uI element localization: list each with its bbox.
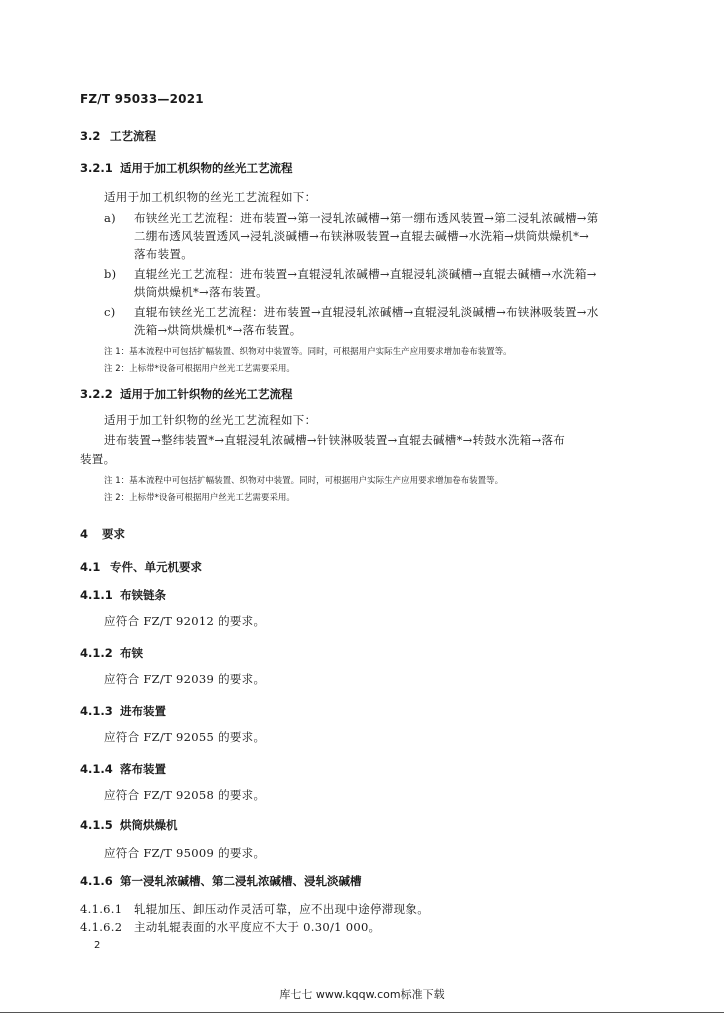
- note-2: 注 2：上标带*设备可根据用户丝光工艺需要采用。: [104, 364, 295, 374]
- section-3-2-1-heading: [80, 160, 293, 176]
- clause-text: 主动轧辊表面的水平度应不大于 0.30/1 000。: [134, 920, 381, 934]
- requirement-text: 应符合 FZ/T 95009 的要求。: [104, 846, 266, 860]
- section-4-1-2-heading: [80, 645, 143, 661]
- section-number: 4.1.3: [80, 704, 113, 718]
- list-marker: c): [104, 305, 116, 319]
- section-4-1-5-heading: [80, 817, 178, 833]
- section-3-2-2-heading: [80, 386, 293, 402]
- note-2: 注 2：上标带*设备可根据用户丝光工艺需要采用。: [104, 493, 295, 503]
- section-number: 4: [80, 527, 89, 541]
- footer-divider: [0, 1012, 724, 1013]
- section-title: 工艺流程: [110, 129, 156, 143]
- section-title: 适用于加工针织物的丝光工艺流程: [120, 387, 293, 401]
- list-item-b: [104, 266, 597, 282]
- section-title: 要求: [102, 527, 125, 541]
- list-marker: a): [104, 211, 116, 225]
- standard-number: FZ/T 95033—2021: [80, 92, 204, 106]
- note-1: 注 1：基本流程中可包括扩幅装置、织物对中装置等。同时，可根据用户实际生产应用要求增加卷布装置等。: [104, 347, 512, 357]
- section-title: 第一浸轧浓碱槽、第二浸轧浓碱槽、浸轧淡碱槽: [120, 874, 362, 888]
- list-item-a-cont: 二绷布透风装置透风→浸轧淡碱槽→布铗淋吸装置→直辊去碱槽→水洗箱→烘筒烘燥机*→: [134, 229, 590, 243]
- paragraph-intro: 适用于加工机织物的丝光工艺流程如下：: [104, 190, 317, 204]
- requirement-text: 应符合 FZ/T 92055 的要求。: [104, 730, 266, 744]
- list-item-c: [104, 304, 599, 320]
- list-marker: b): [104, 267, 117, 281]
- process-flow: 进布装置→整纬装置*→直辊浸轧浓碱槽→针铗淋吸装置→直辊去碱槽*→转鼓水洗箱→落布: [104, 433, 566, 447]
- section-4-1-4-heading: [80, 761, 166, 777]
- section-title: 适用于加工机织物的丝光工艺流程: [120, 161, 293, 175]
- section-title: 专件、单元机要求: [110, 560, 202, 574]
- clause-number: 4.1.6.2: [80, 920, 123, 934]
- page-number: 2: [94, 940, 101, 951]
- section-title: 布铗链条: [120, 588, 166, 602]
- list-item-b-cont: 烘筒烘燥机*→落布装置。: [134, 285, 268, 299]
- section-number: 4.1.1: [80, 588, 113, 602]
- section-4-1-3-heading: [80, 703, 166, 719]
- requirement-text: 应符合 FZ/T 92012 的要求。: [104, 614, 266, 628]
- clause-text: 轧辊加压、卸压动作灵活可靠，应不出现中途停滞现象。: [134, 902, 429, 916]
- section-number: 4.1.2: [80, 646, 113, 660]
- list-text: 直辊布铗丝光工艺流程：进布装置→直辊浸轧浓碱槽→直辊浸轧淡碱槽→布铗淋吸装置→水: [134, 305, 599, 319]
- section-number: 3.2.1: [80, 161, 113, 175]
- section-number: 4.1.4: [80, 762, 113, 776]
- note-1: 注 1：基本流程中可包括扩幅装置、织物对中装置。同时，可根据用户实际生产应用要求增加卷布装置等。: [104, 476, 504, 486]
- clause-number: 4.1.6.1: [80, 902, 123, 916]
- footer-watermark: 库七七 www.kqqw.com标准下载: [279, 988, 445, 1001]
- section-3-2-heading: [80, 128, 156, 144]
- section-title: 布铗: [120, 646, 143, 660]
- section-4-1-6-heading: [80, 873, 362, 889]
- section-number: 4.1.5: [80, 818, 113, 832]
- list-item-a: [104, 210, 599, 226]
- section-number: 4.1.6: [80, 874, 113, 888]
- section-4-1-heading: [80, 559, 202, 575]
- paragraph-intro: 适用于加工针织物的丝光工艺流程如下：: [104, 413, 317, 427]
- section-title: 进布装置: [120, 704, 166, 718]
- list-item-c-cont: 洗箱→烘筒烘燥机*→落布装置。: [134, 323, 302, 337]
- section-4-1-1-heading: [80, 587, 166, 603]
- list-text: 直辊丝光工艺流程：进布装置→直辊浸轧浓碱槽→直辊浸轧淡碱槽→直辊去碱槽→水洗箱→: [134, 267, 597, 281]
- section-number: 3.2: [80, 129, 101, 143]
- section-number: 4.1: [80, 560, 101, 574]
- section-4-heading: [80, 526, 125, 542]
- requirement-text: 应符合 FZ/T 92039 的要求。: [104, 672, 266, 686]
- section-title: 烘筒烘燥机: [120, 818, 178, 832]
- section-number: 3.2.2: [80, 387, 113, 401]
- section-title: 落布装置: [120, 762, 166, 776]
- clause-4-1-6-1: [80, 901, 429, 917]
- clause-4-1-6-2: [80, 919, 380, 935]
- process-flow-cont: 装置。: [80, 452, 116, 466]
- requirement-text: 应符合 FZ/T 92058 的要求。: [104, 788, 266, 802]
- list-item-a-cont: 落布装置。: [134, 247, 193, 261]
- list-text: 布铗丝光工艺流程：进布装置→第一浸轧浓碱槽→第一绷布透风装置→第二浸轧浓碱槽→第: [134, 211, 599, 225]
